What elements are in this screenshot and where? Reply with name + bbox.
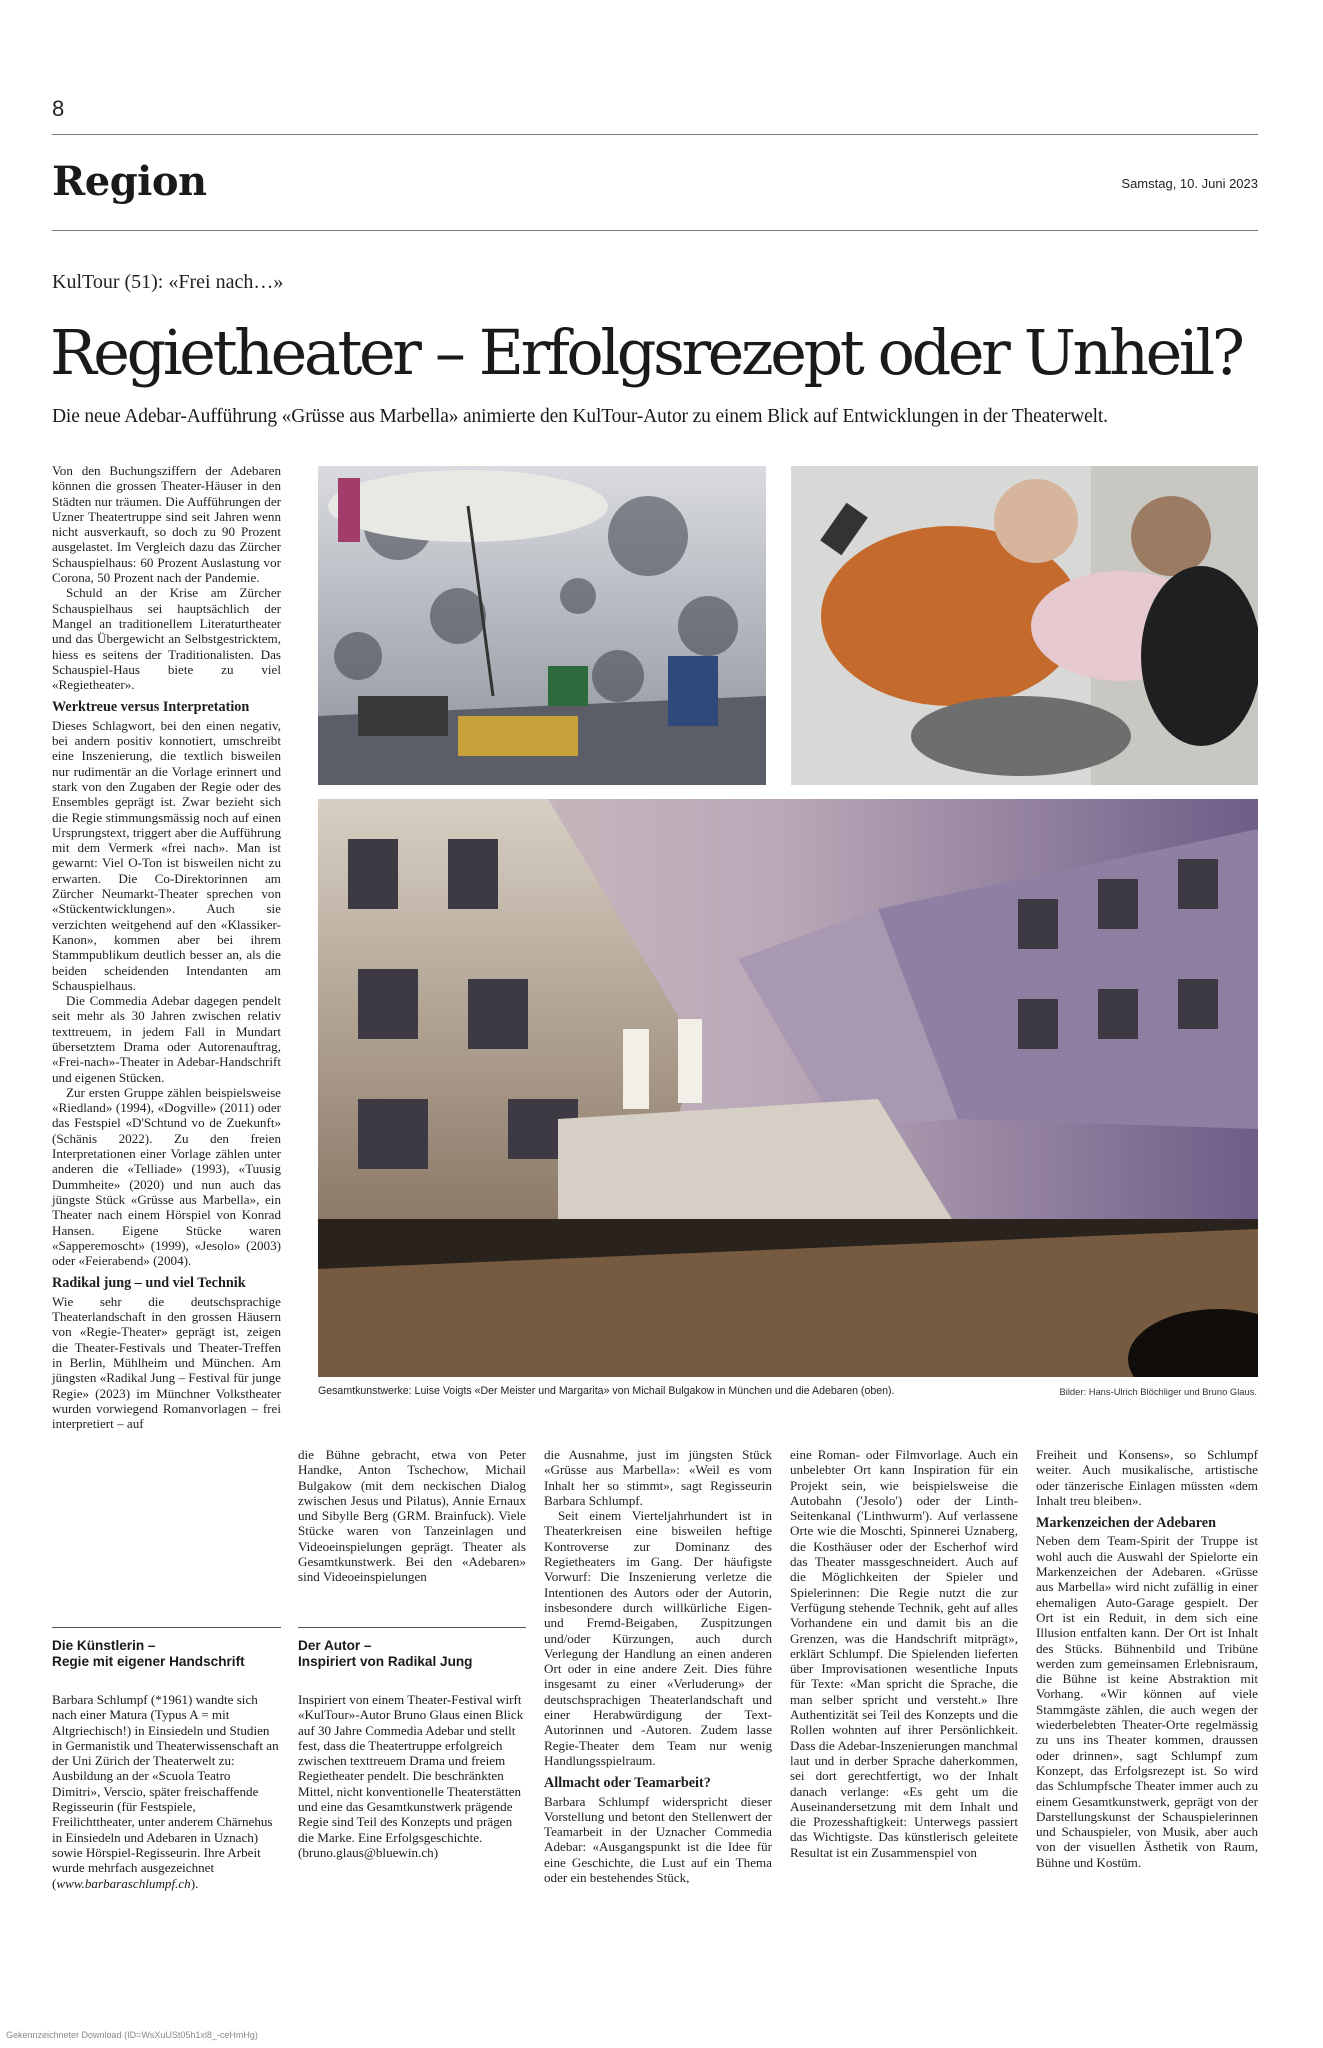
paragraph: Zur ersten Gruppe zählen beispielsweise «Riedland» (1994), «Dogville» (2011) oder das Festspiel «D'Schtund vo de Zuekunft» (Schänis 2022). Zu den freien Interpretationen einer Vorlage zählen unter anderen die «Telliade» (1993), «Tuusig Dummheite» (2020) und nun auch das jüngste Stück «Grüsse aus Marbella», ein Theater nach einem Hörspiel von Konrad Hansen. Eigene Stücke waren «Sapperemoscht» (1999), «Jesolo» (2003) oder «Feierabend» (2004).	[52, 1084, 281, 1269]
paragraph: Dieses Schlagwort, bei den einen negativ, bei andern positiv konnotiert, umschreibt eine Inszenierung, die textlich bisweilen nur rudimentär an die Vorlage erinnert und stark von den Zugaben der Regie oder des Ensembles geprägt ist. Zwar bezieht sich die Regie stimmungsmässig noch auf einen Ursprungstext, triggert aber die Aufführung mit dem Vermerk «frei nach». Man ist gewarnt: Viel O-Ton ist bisweilen nicht zu erwarten. Die Co-Direktorinnen am Zürcher Neumarkt-Theater sprechen von «Stückentwicklungen». Auch sie verzichten weitgehend auf den «Klassiker-Kanon», kommen aber bei ihrem Stammpublikum deutlich besser an, als die beiden scheidenden Intendanten am Schauspielhaus.	[52, 717, 281, 993]
article-headline: Regietheater – Erfolgsrezept oder Unheil?	[50, 316, 1242, 389]
infobox-text: Barbara Schlumpf (*1961) wandte sich nach einer Matura (Typus A = mit Altgriechisch!) in Einsiedeln und Studien in Germanistik und Theaterwissenschaft an der Uni Zürich der Theaterwelt zu: Ausbildung an der «Scuola Teatro Dimitri», Verscio, später freischaffende Regisseurin (für Festspiele, Freilichttheater, unter anderem Chärnehus in Einsiedeln und Adebaren in Uznach) sowie Hörspiel-Regisseurin. Ihre Arbeit wurde mehrfach ausgezeichnet (www.barbaraschlumpf.ch).	[52, 1692, 279, 1891]
infobox-rule	[52, 1627, 281, 1628]
paragraph: Die Commedia Adebar dagegen pendelt seit mehr als 30 Jahren zwischen relativ texttreuem, in jedem Fall in Mundart übersetztem Drama oder Autorenauftrag, «Frei-nach»-Theater in Adebar-Handschrift und eigenen Stücken.	[52, 993, 281, 1085]
header-top-rule	[52, 134, 1258, 135]
website-link[interactable]: www.barbaraschlumpf.ch	[56, 1875, 191, 1891]
infobox-author	[298, 1627, 526, 1860]
paragraph: Wie sehr die deutschsprachige Theaterlandschaft in den grossen Häusern von «Regie-Theater» geprägt ist, zeigen die Theater-Festivals und Theater-Treffen in Berlin, Mühlheim und München. Am jüngsten «Radikal Jung – Festival für junge Regie» (2023) im Münchner Volkstheater wurden vorwiegend Romanvorlagen – frei interpretiert – auf	[52, 1293, 281, 1432]
infobox-rule	[298, 1627, 526, 1628]
infobox-artist	[52, 1627, 281, 1891]
subheading: Werktreue versus Interpretation	[52, 699, 250, 716]
paragraph: Schuld an der Krise am Zürcher Schauspielhaus sei hauptsächlich der Mangel an traditionellem Literaturtheater und das Übergewicht an Selbstgestricktem, hiess es seitens der Traditionalisten. Das Schauspiel-Haus biete zu viel «Regietheater».	[52, 585, 281, 693]
paragraph: Barbara Schlumpf widerspricht dieser Vorstellung und betont den Stellenwert der Teamarbeit in der Uznacher Commedia Adebar: «Ausgangspunkt ist die Idee für eine Geschichte, die Lust auf ein Thema oder ein bestehendes Stück,	[544, 1793, 772, 1886]
section-title: Region	[52, 158, 207, 205]
paragraph: Seit einem Vierteljahrhundert ist in Theaterkreisen eine bisweilen heftige Kontroverse zur Dominanz des Regietheaters im Gang. Der häufigste Vorwurf: Die Inszenierung verletze die Intentionen des Autors oder der Autorin, insbesondere durch willkürliche Eigen- und Fremd-Beigaben, Zuspitzungen und/oder Kürzungen, auch durch Verlegung der Handlung an einen anderen Ort oder in eine andere Zeit. Dies führe insgesamt zu einer «Verluderung» der deutschsprachigen Theaterlandschaft und einer Herabwürdigung der Text-Autorinnen und -Autoren. Zudem lasse Regie-Theater dem Team nur wenig Handlungsspielraum.	[544, 1508, 772, 1768]
infobox-title: Der Autor – Inspiriert von Radikal Jung	[298, 1638, 473, 1669]
photo-caption: Gesamtkunstwerke: Luise Voigts «Der Meister und Margarita» von Michail Bulgakow in München und die Adebaren (oben).	[318, 1385, 895, 1397]
article-lead: Die neue Adebar-Aufführung «Grüsse aus Marbella» animierte den KulTour-Autor zu einem Blick auf Entwicklungen in der Theaterwelt.	[52, 406, 1108, 427]
paragraph: die Bühne gebracht, etwa von Peter Handke, Anton Tschechow, Michail Bulgakow (mit dem neckischen Dialog zwischen Jesus und Pilatus), Annie Ernaux und Sibylle Berg (GRM. Brainfuck). Viele Stücke waren von Tanzeinlagen und Videoeinspielungen geprägt. Theater als Gesamtkunstwerk. Bei den «Adebaren» sind Videoeinspielungen	[298, 1447, 526, 1585]
text-column-2	[298, 1447, 526, 1585]
paragraph: eine Roman- oder Filmvorlage. Auch ein unbelebter Ort kann Inspiration für ein Projekt sein, wie beispielsweise die Autobahn ('Jesolo') oder der Linth-Seitenkanal ('Linthwurm'). Auf verlassene Orte wie die Moschti, Spinnerei Uznaberg, die Kosthäuser oder der Escherhof wird das Theater massgeschneidert. Auch auf die Möglichkeiten der Spieler und Spielerinnen: Die Regie nutzt die zur Verfügung stehende Technik, geht auf alles Vorhandene ein und damit bis an die Grenzen, was die Handschrift mitprägt», erklärt Schlumpf. Die Spielenden lieferten über Improvisationen wesentliche Inputs für Texte: «Man spricht die Sprache, die man selber spricht und versteht.» Ihre Authentizität sei Teil des Konzepts und die Rollen wohnten auf ihrer Persönlichkeit. Dass die Adebar-Inszenierungen manchmal laut und in derber Sprache daherkommen, sei dort gerechtfertigt, wo der Inhalt danach verlange: «Es geht um die Auseinandersetzung mit dem Inhalt und die Prozesshaftigkeit: Unterwegs passiert das Wichtigste. Das künstlerisch geleitete Resultat ist ein Zusammenspiel von	[790, 1447, 1018, 1860]
infobox-title: Die Künstlerin – Regie mit eigener Handschrift	[52, 1638, 245, 1669]
subheading: Markenzeichen der Adebaren	[1036, 1515, 1216, 1532]
paragraph: Von den Buchungsziffern der Adebaren können die grossen Theater-Häuser in den Städten nur träumen. Die Aufführungen der Uzner Theatertruppe sind seit Jahren wenn nicht ausverkauft, so doch zu 90 Prozent ausgelastet. Im Vergleich dazu das Zürcher Schauspielhaus: 60 Prozent Auslastung vor Corona, 50 Prozent nach der Pandemie.	[52, 463, 281, 586]
photo-actors-closeup	[791, 466, 1258, 785]
photo-credit: Bilder: Hans-Ulrich Blöchliger und Bruno Glaus.	[1059, 1386, 1257, 1397]
text-column-5	[1036, 1447, 1258, 1870]
photo-stage-umbrella	[318, 466, 766, 785]
photo-stage-houses	[318, 799, 1258, 1377]
subheading: Allmacht oder Teamarbeit?	[544, 1775, 711, 1792]
page-number: 8	[52, 96, 65, 121]
paragraph: Freiheit und Konsens», so Schlumpf weiter. Auch musikalische, artistische oder tänzerische Einlagen müssten «dem Inhalt treu bleiben».	[1036, 1447, 1258, 1508]
text-column-1	[52, 463, 281, 1431]
issue-date: Samstag, 10. Juni 2023	[1121, 176, 1258, 191]
paragraph: die Ausnahme, just im jüngsten Stück «Grüsse aus Marbella»: «Weil es vom Inhalt her so stimmt», sagt Regisseurin Barbara Schlumpf.	[544, 1447, 772, 1508]
paragraph: Neben dem Team-Spirit der Truppe ist wohl auch die Auswahl der Spielorte ein Markenzeichen der Adebaren. «Grüsse aus Marbella» wird nicht zufällig in einer ehemaligen Auto-Garage gespielt. Der Ort ist ein Reduit, in dem sich eine Illusion entfalten kann. Der Ort ist Inhalt des Stücks. Bühnenbild und Tribüne werden zum gemeinsamen Erlebnisraum, die Bühne ist keine Abstraktion mit Vorhang. «Wir können auf viele Stammgäste zählen, die auch wegen der wiederbelebten Theater-Orte regelmässig zu uns ins Theater kommen, draussen oder drinnen», sagt Schlumpf zum Konzept, das Erfolgsrezept ist. So wird das Schlumpfsche Theater immer auch zu einem Gesamtkunstwerk, geprägt von der Darstellungskunst der Schauspielerinnen und Schauspieler, von Musik, aber auch von der visuellen Ästhetik von Raum, Bühne und Kostüm.	[1036, 1533, 1258, 1870]
article-kicker: KulTour (51): «Frei nach…»	[52, 271, 284, 293]
subheading: Radikal jung – und viel Technik	[52, 1275, 246, 1292]
header-bottom-rule	[52, 230, 1258, 231]
infobox-text: Inspiriert von einem Theater-Festival wirft «KulTour»-Autor Bruno Glaus einen Blick auf 30 Jahre Commedia Adebar und stellt fest, dass die Theatertruppe erfolgreich zwischen texttreuem Drama und freiem Regietheater pendelt. Die beschränkten Mittel, nicht konventionelle Theaterstätten und eine das Gesamtkunstwerk prägende Regie sind Teil des Konzepts und prägen die Marke. Eine Erfolgsgeschichte. (bruno.glaus@bluewin.ch)	[298, 1692, 524, 1860]
text-column-4	[790, 1447, 1018, 1860]
text-column-3	[544, 1447, 772, 1885]
download-footer: Gekennzeichneter Download (ID=WsXuUSt05h1xl8_-ceHmHg)	[6, 2030, 258, 2040]
